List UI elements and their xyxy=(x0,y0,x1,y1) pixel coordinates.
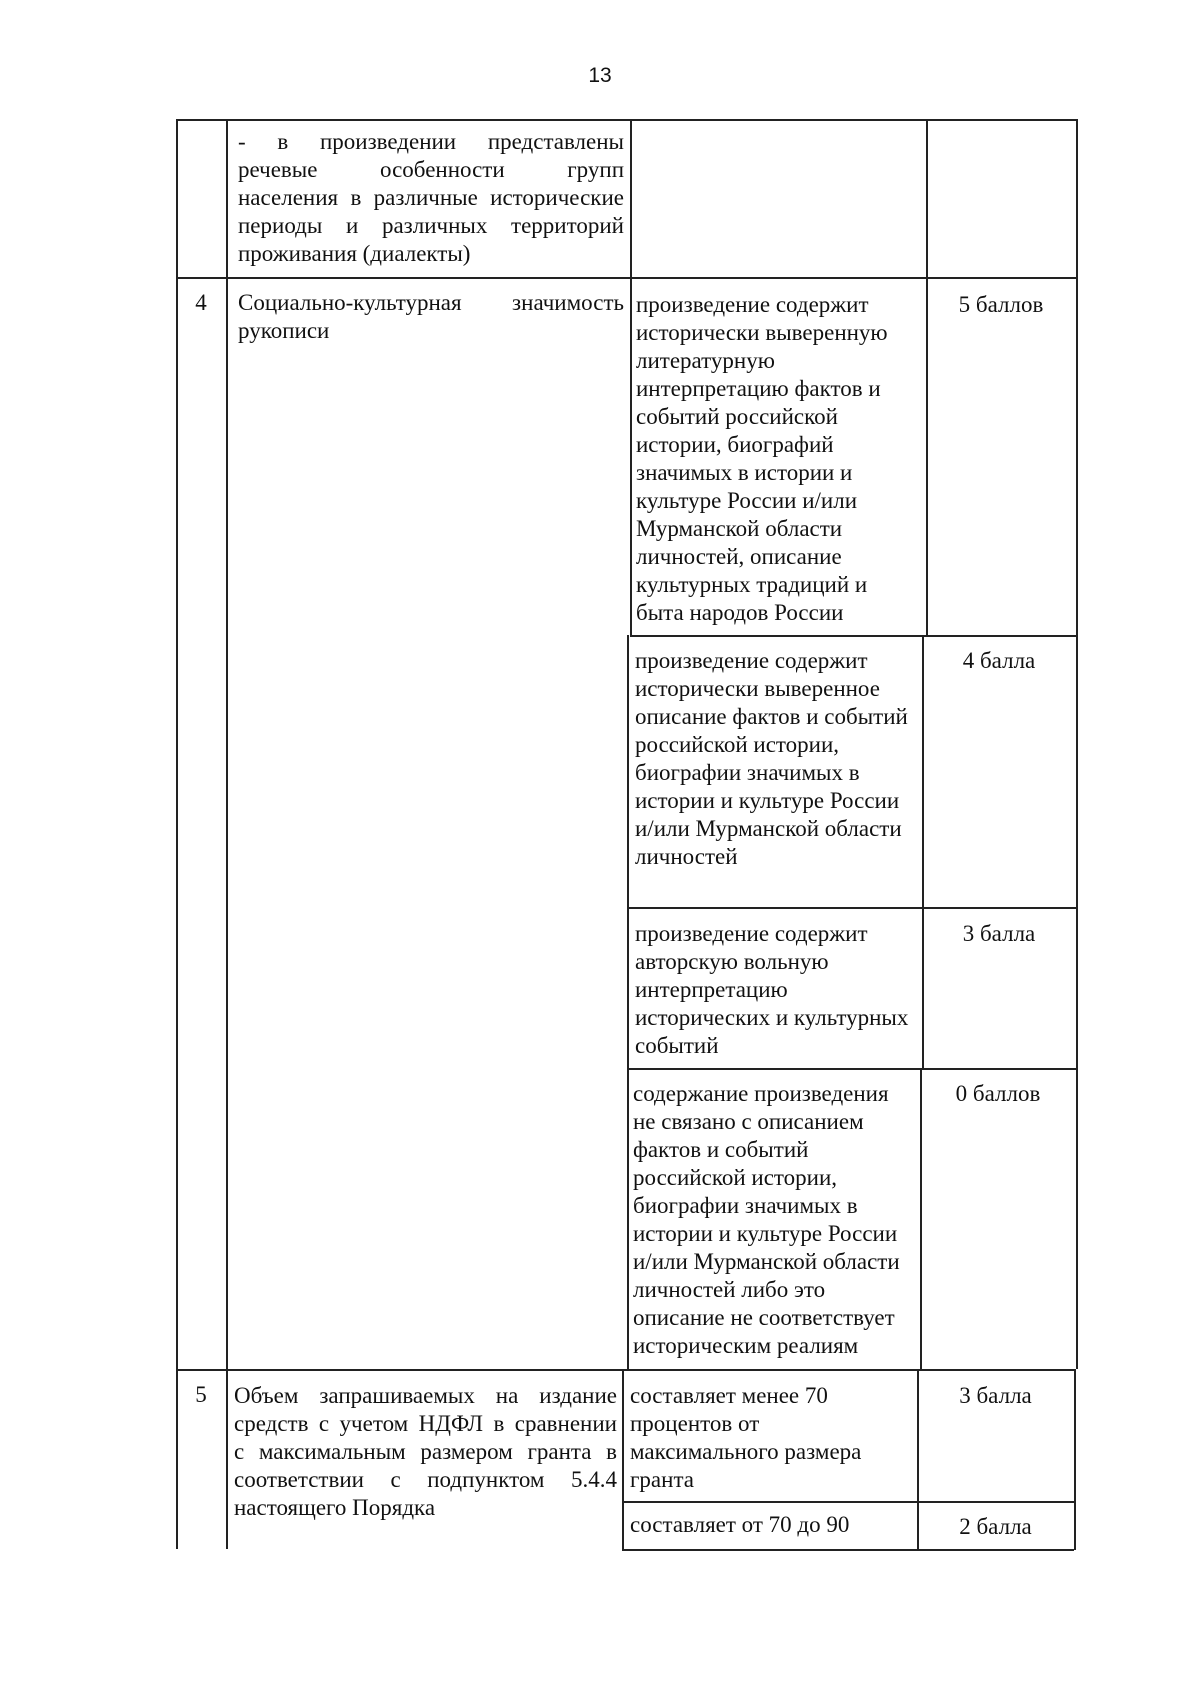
grid-line xyxy=(1074,1369,1076,1550)
option-score: 0 баллов xyxy=(955,1081,1041,1106)
page-number: 13 xyxy=(588,64,612,87)
grid-line xyxy=(627,635,629,1070)
option-text: произведение содержит авторскую вольную интерпретацию исторических и культурных событий xyxy=(635,921,909,1058)
option-score: 3 балла xyxy=(962,921,1036,946)
row-criterion xyxy=(238,289,624,345)
criterion-line: периоды и различных территорий xyxy=(238,213,624,238)
criterion-line: средств с учетом НДФЛ в сравнении xyxy=(234,1411,617,1436)
row-criterion xyxy=(234,1382,617,1522)
grid-line xyxy=(920,1068,922,1370)
grid-line xyxy=(922,635,924,1070)
option-score: 4 балла xyxy=(962,648,1036,673)
criterion-line: рукописи xyxy=(238,318,330,343)
criterion-line: соответствии с подпунктом 5.4.4 xyxy=(234,1467,617,1492)
criterion-line: населения в различные исторические xyxy=(238,185,624,210)
grid-line xyxy=(1076,119,1078,1369)
grid-line xyxy=(627,1068,629,1370)
grid-line xyxy=(622,1501,1074,1503)
option-score: 5 баллов xyxy=(958,292,1044,317)
grid-line xyxy=(176,119,1076,121)
row-number: 5 xyxy=(195,1382,207,1407)
row-criterion xyxy=(238,128,624,268)
grid-line xyxy=(226,119,228,1549)
criterion-line: с максимальным размером гранта в xyxy=(234,1439,617,1464)
grid-line xyxy=(630,635,1076,637)
grid-line xyxy=(627,1068,1076,1070)
criterion-line: Социально-культурная значимость xyxy=(238,290,624,315)
criterion-line: проживания (диалекты) xyxy=(238,241,471,266)
option-text: произведение содержит исторически выверенное описание фактов и событий российской истории, биографии значимых в истории и культуре России и/или Мурманской области личностей xyxy=(635,648,908,869)
grid-line xyxy=(622,1369,624,1550)
criterion-line: Объем запрашиваемых на издание xyxy=(234,1383,617,1408)
option-score: 2 балла xyxy=(959,1514,1032,1539)
option-text: произведение содержит исторически выверенную литературную интерпретацию фактов и событий российской истории, биографий значимых в истории и культуре России и/или Мурманской области личностей, описание культурных традиций и быта народов России xyxy=(636,292,888,625)
option-text: составляет менее 70 процентов от максимального размера гранта xyxy=(630,1383,862,1492)
grid-line xyxy=(622,1549,1074,1551)
grid-line xyxy=(176,277,1076,279)
grid-line xyxy=(630,119,632,279)
grid-line xyxy=(630,277,632,637)
grid-line xyxy=(627,907,1076,909)
row-number: 4 xyxy=(195,290,207,315)
criterion-line: настоящего Порядка xyxy=(234,1495,436,1520)
criterion-line: - в произведении представлены xyxy=(238,129,624,154)
criterion-line: речевые особенности групп xyxy=(238,157,624,182)
grid-line xyxy=(176,119,178,1549)
option-score: 3 балла xyxy=(959,1383,1032,1408)
option-text: составляет от 70 до 90 xyxy=(630,1512,850,1537)
option-text: содержание произведения не связано с описанием фактов и событий российской истории, биографии значимых в истории и культуре России и/или Мурманской области личностей либо это описание не соответствует историческим реалиям xyxy=(633,1081,900,1358)
grid-line xyxy=(176,1369,1076,1371)
grid-line xyxy=(926,119,928,637)
